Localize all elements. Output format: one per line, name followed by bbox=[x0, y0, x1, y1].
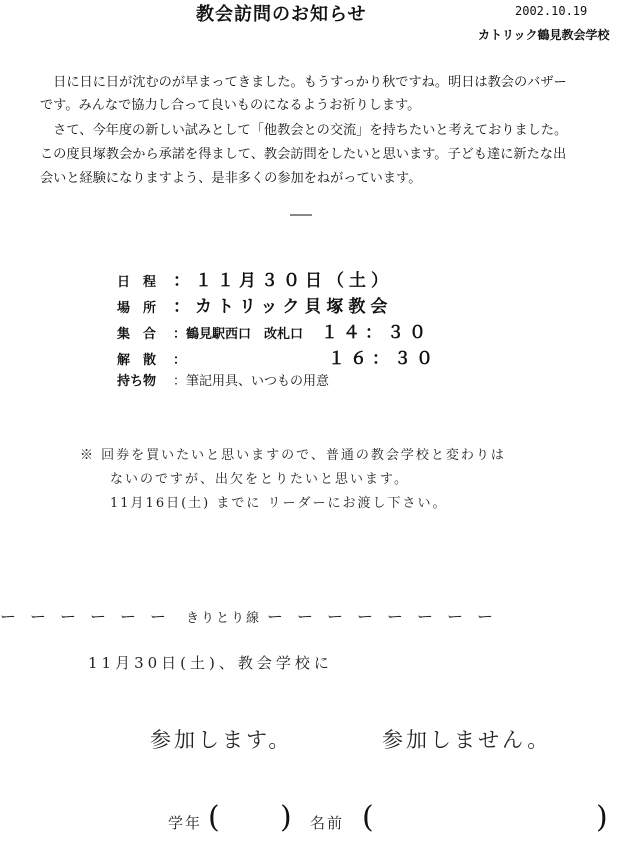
detail-value: ：カトリック貝塚教会 bbox=[173, 297, 393, 317]
detail-date bbox=[117, 266, 393, 291]
grade-label: 学年 bbox=[168, 814, 203, 832]
cut-line bbox=[0, 604, 634, 627]
detail-value: ： bbox=[173, 353, 187, 368]
not-attend-option[interactable]: 参加しません。 bbox=[382, 728, 552, 752]
detail-label: 場 所 bbox=[117, 301, 157, 316]
meeting-time: １４：３０ bbox=[321, 323, 432, 343]
page-title: 教会訪問のお知らせ bbox=[196, 4, 367, 25]
body-line: この度貝塚教会から承諾を得まして、教会訪問をしたいと思います。子ども達に新たな出 bbox=[40, 147, 567, 162]
cut-dashes: ーーーーーーーー bbox=[267, 607, 508, 626]
detail-value: ：筆記用具、いつもの用意 bbox=[173, 374, 330, 389]
detail-label: 日 程 bbox=[117, 275, 157, 290]
grade-close-paren: ) bbox=[280, 800, 292, 835]
body-line: です。みんなで協力し合って良いものになるようお祈りします。 bbox=[40, 98, 421, 113]
detail-value: ：１１月３０日（土） bbox=[173, 271, 393, 291]
note-line: 11月16日(土) までに リーダーにお渡し下さい。 bbox=[110, 496, 448, 511]
note-line: ※ 回券を買いたいと思いますので、普通の教会学校と変わりは bbox=[80, 448, 506, 463]
body-line: 日に日に日が沈むのが早まってきました。もうすっかり秋ですね。明日は教会のバザー bbox=[40, 75, 567, 90]
detail-label: 解 散 bbox=[117, 353, 157, 368]
body-line: 会いと経験になりますよう、是非多くの参加をねがっています。 bbox=[40, 171, 422, 186]
issue-date: 2002.10.19 bbox=[515, 4, 588, 18]
dismissal-time: １６：３０ bbox=[328, 349, 439, 369]
organization-name: カトリック鶴見教会学校 bbox=[478, 28, 610, 42]
body-line: さて、今年度の新しい試みとして「他教会との交流」を持ちたいと考えておりました。 bbox=[40, 123, 568, 138]
detail-label: 集 合 bbox=[117, 327, 157, 342]
cut-dashes: ーーーーーー bbox=[0, 607, 181, 626]
detail-place bbox=[117, 292, 392, 317]
attend-option[interactable]: 参加します。 bbox=[150, 728, 293, 752]
divider-mark bbox=[290, 214, 312, 216]
detail-meeting bbox=[117, 318, 431, 343]
reply-heading: 11月30日(土)、教会学校に bbox=[88, 654, 333, 672]
detail-value: ：鶴見駅西口 改札口 bbox=[173, 327, 304, 342]
detail-dismissal bbox=[117, 344, 438, 369]
grade-open-paren: ( bbox=[208, 800, 220, 835]
name-label: 名前 bbox=[310, 814, 345, 832]
cut-line-label: きりとり線 bbox=[186, 611, 262, 626]
note-line: ないのですが、出欠をとりたいと思います。 bbox=[110, 472, 409, 487]
detail-label: 持ち物 bbox=[117, 374, 157, 389]
name-open-paren: ( bbox=[362, 800, 374, 835]
name-close-paren: ) bbox=[596, 800, 608, 835]
detail-belongings bbox=[117, 370, 329, 389]
